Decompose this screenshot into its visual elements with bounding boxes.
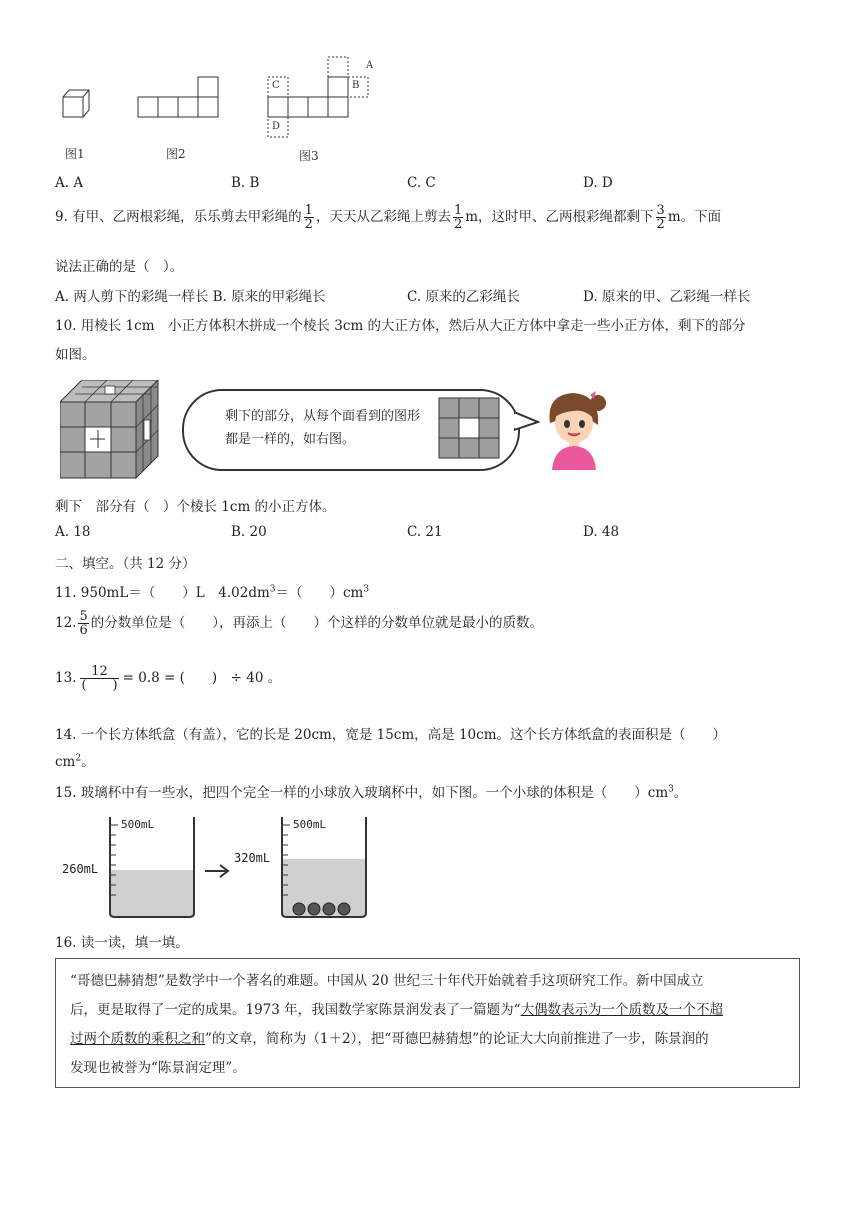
passage-line-2: 后，更是取得了一定的成果。1973 年，我国数学家陈景润发表了一篇题为“大偶数表示为一个质数及一个不超: [70, 1002, 724, 1018]
section-heading: 二、填空。（共 12 分）: [55, 556, 196, 572]
q9-stem: 9. 有甲、乙两根彩绳，乐乐剪去甲彩绳的 $\frac{1}{2}$ ，天天从乙彩绳上剪去 $\frac{1}{2}$ m，这时甲、乙两根彩绳都剩下 $\frac{3}{2}$ m。下面: [55, 203, 722, 232]
beaker2-top-label: 500mL: [293, 818, 327, 831]
fraction: $\frac{1}{2}$: [304, 203, 313, 232]
q14-line2: $cm^2$。: [55, 753, 95, 770]
q10-option-b[interactable]: B. 20: [231, 524, 267, 540]
fraction: $\frac{5}{6}$: [79, 609, 88, 638]
beaker1-level-label: 260mL: [62, 862, 99, 876]
bubble-text-1: 剩下的部分，从每个面看到的图形: [225, 409, 421, 424]
bubble-text-2: 都是一样的，如右图。: [225, 432, 356, 447]
q8-option-b[interactable]: B. B: [231, 175, 260, 191]
q10-question: 剩下 部分有（ ）个棱长 1cm 的小正方体。: [55, 499, 336, 515]
beaker2-level-label: 320mL: [234, 851, 271, 865]
q14-line1: 14. 一个长方体纸盒（有盖），它的长是 20cm，宽是 15cm，高是 10cm。这个长方体纸盒的表面积是（ ）: [55, 727, 727, 743]
q9-option-ab[interactable]: A. 两人剪下的彩绳一样长 B. 原来的甲彩绳长: [55, 289, 326, 305]
q15-stem: 15. 玻璃杯中有一些水，把四个完全一样的小球放入玻璃杯中，如下图。一个小球的体积是（ ）$cm^3$。: [55, 784, 688, 801]
fraction: $\frac{1}{2}$: [453, 203, 463, 232]
reading-passage: [55, 958, 800, 1088]
passage-line-4: 发现也被誉为“陈景润定理”。: [70, 1060, 246, 1076]
q9-text: 9. 有甲、乙两根彩绳，乐乐剪去甲彩绳的: [55, 209, 302, 225]
net-label-b: B: [352, 80, 360, 91]
q10-option-a[interactable]: A. 18: [55, 524, 91, 540]
passage-line-1: “哥德巴赫猜想”是数学中一个著名的难题。中国从 20 世纪三十年代开始就着手这项研究工作。新中国成立: [70, 973, 704, 989]
q9-option-d[interactable]: D. 原来的甲、乙彩绳一样长: [583, 289, 751, 305]
arrow-icon: [205, 865, 228, 877]
q10-option-d[interactable]: D. 48: [583, 524, 620, 540]
fig1-label: 图1: [65, 147, 85, 161]
q8-option-d[interactable]: D. D: [583, 175, 613, 191]
face-view-grid: [438, 397, 500, 459]
q16-title: 16. 读一读，填一填。: [55, 935, 189, 951]
q8-figures: [55, 50, 375, 165]
net-label-d: D: [272, 121, 281, 132]
q13: 13. $\frac{12}{( )}$ = 0.8 = ( ) ÷ 40 。: [55, 664, 282, 693]
net-label-c: C: [272, 80, 280, 91]
beaker-1: [110, 817, 194, 917]
q9-option-c[interactable]: C. 原来的乙彩绳长: [407, 289, 520, 305]
passage-line-3: 过两个质数的乘积之和”的文章，简称为（1＋2），把“哥德巴赫猜想”的论证大大向前推进了一步，陈景润的: [70, 1031, 709, 1047]
cube-figure: [63, 90, 89, 117]
girl-avatar: [540, 385, 610, 470]
q11: 11. 950mL＝（ ）L $4.02dm^3=$（ ）$cm^3$: [55, 584, 370, 601]
q12: 12. $\frac{5}{6}$ 的分数单位是（ ），再添上（ ）个这样的分数单位就是最小的质数。: [55, 609, 544, 638]
q10-line2: 如图。: [55, 347, 96, 363]
fraction: $\frac{3}{2}$: [656, 203, 665, 232]
bubble-tail: [514, 412, 540, 432]
hollow-cube-figure: [60, 380, 160, 480]
q8-option-a[interactable]: A. A: [55, 175, 84, 191]
q8-option-c[interactable]: C. C: [407, 175, 436, 191]
fig2-label: 图2: [166, 147, 186, 161]
beaker-diagram: [55, 815, 375, 921]
fraction: $\frac{12}{( )}$: [81, 664, 118, 693]
fig3-label: 图3: [299, 149, 319, 163]
q10-option-c[interactable]: C. 21: [407, 524, 443, 540]
beaker-2: [282, 817, 366, 917]
net-label-a: A: [366, 60, 374, 71]
q9-line2: 说法正确的是（ ）。: [55, 259, 184, 275]
beaker1-top-label: 500mL: [121, 818, 155, 831]
q10-line1: 10. 用棱长 1cm 小正方体积木拼成一个棱长 3cm 的大正方体，然后从大正方体中拿走一些小正方体，剩下的部分: [55, 318, 746, 334]
net-figure-3: [268, 57, 368, 137]
net-figure-2: [138, 77, 218, 117]
